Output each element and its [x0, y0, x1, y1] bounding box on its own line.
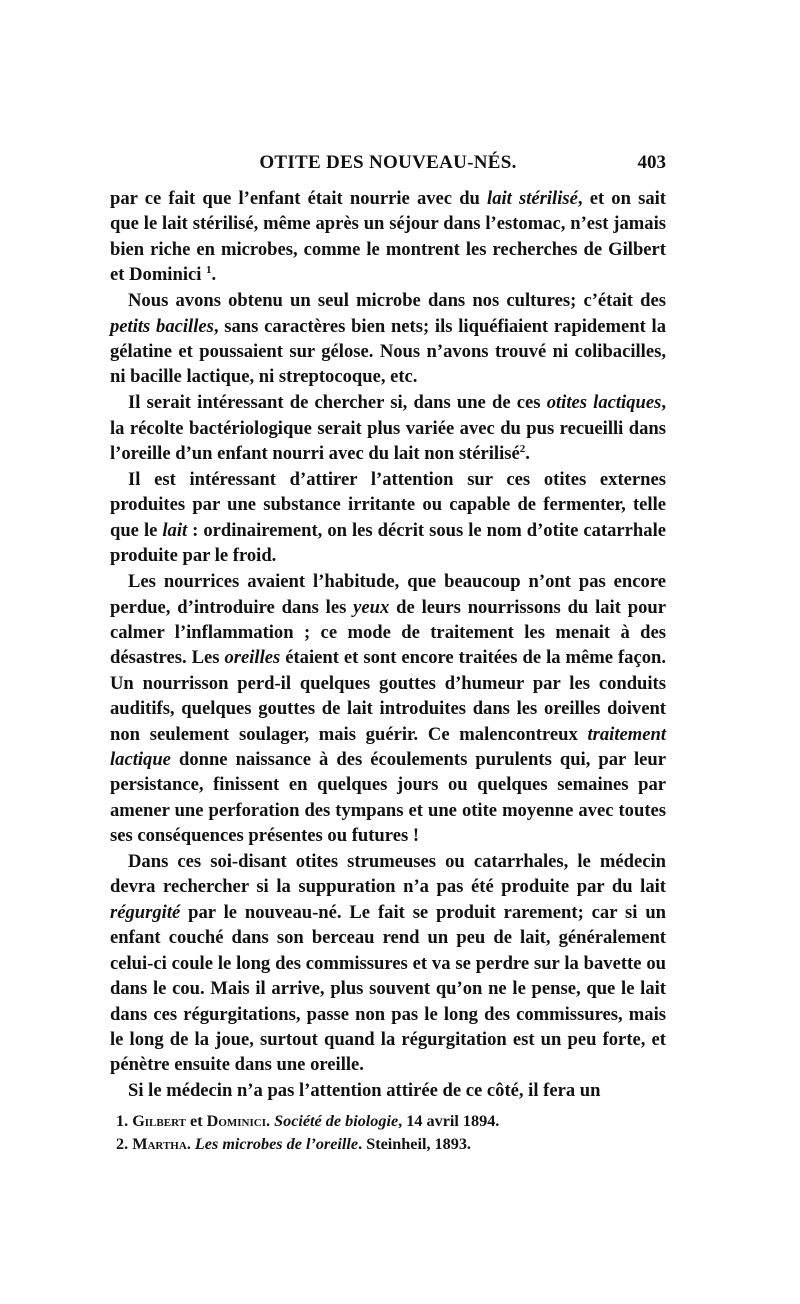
paragraph-3 — [110, 390, 666, 466]
text-run: , la récolte bactériologique serait plus variée avec du pus recueilli dans l’oreille d’un enfant nourri avec du lait non stérilisé — [110, 392, 666, 465]
footnote-title: Société de biologie — [274, 1112, 399, 1130]
italic-run: lait — [162, 519, 188, 541]
italic-run: otites lactiques — [546, 392, 662, 414]
footnote-2 — [110, 1133, 666, 1156]
running-head — [110, 152, 666, 178]
text-run: Les nourrices avaient l’habitude, que beaucoup n’ont pas encore perdue, d’introduire dans les — [110, 571, 666, 618]
paragraph-1 — [110, 186, 666, 288]
italic-run: traitement lactique — [110, 723, 666, 770]
paragraph-4 — [110, 467, 666, 569]
text-run: de leurs nourrissons du lait pour calmer l’inflammation ; ce mode de traitement les menait à des désastres. Les — [110, 596, 667, 669]
italic-run: régurgité — [110, 901, 181, 923]
footnote-ref-2: 2 — [519, 442, 526, 455]
text-run: . — [186, 1135, 195, 1153]
footnote-author: Martha — [132, 1135, 187, 1153]
footnote-number: 1. — [116, 1112, 129, 1130]
text-run: Nous avons obtenu un seul microbe dans nos cultures; c’était des — [128, 290, 666, 312]
italic-run: lait stérilisé — [487, 188, 578, 209]
text-run: et — [185, 1112, 207, 1130]
footnote-ref-1: 1 — [206, 264, 212, 277]
running-title: OTITE DES NOUVEAU-NÉS. — [259, 152, 517, 173]
italic-run: yeux — [353, 596, 390, 618]
text-run: donne naissance à des écoulements purulents qui, par leur persistance, finissent en quelques jours ou quelques semaines par amener une perforation des tympans et une otite moyenne avec toutes ses conséquences présentes ou futures ! — [110, 748, 666, 847]
text-run: . — [266, 1112, 275, 1130]
footnotes — [110, 1110, 666, 1156]
italic-run: petits bacilles — [110, 315, 214, 337]
text-run: . — [211, 264, 217, 286]
paragraph-2 — [110, 288, 666, 390]
text-run: Il serait intéressant de chercher si, dans une de ces — [128, 392, 547, 414]
paragraph-5 — [110, 569, 666, 848]
text-run: . — [525, 443, 530, 465]
text-run: , sans caractères bien nets; ils liquéfiaient rapidement la gélatine et poussaient sur gélose. Nous n’avons trouvé ni colibacilles, ni bacille lactique, ni streptocoque, etc. — [110, 315, 666, 388]
page-number: 403 — [637, 152, 666, 173]
text-run: étaient et sont encore traitées de la même façon. Un nourrisson perd-il quelques gouttes d’humeur par les conduits auditifs, quelques gouttes de lait introduites dans les oreilles doivent non seulement soulager, mais guérir. Ce malencontreux — [110, 647, 667, 745]
text-run: par ce fait que l’enfant était nourrie avec du — [110, 188, 488, 209]
italic-run: oreilles — [224, 647, 281, 669]
paragraph-7: Si le médecin n’a pas l’attention attirée de ce côté, il fera un — [128, 1080, 601, 1102]
footnote-author: Gilbert — [132, 1112, 186, 1130]
text-run: , 14 avril 1894. — [398, 1112, 500, 1130]
paragraph-6 — [110, 849, 666, 1078]
text-run: : ordinairement, on les décrit sous le nom d’otite catarrhale produite par le froid. — [110, 519, 666, 567]
footnote-number: 2. — [116, 1135, 129, 1153]
text-run: , et on sait que le lait stérilisé, même après un séjour dans l’estomac, n’est jamais bien riche en microbes, comme le montrent les recherches de Gilbert et Dominici — [110, 188, 666, 286]
footnote-1 — [110, 1110, 666, 1133]
text-run: Il est intéressant d’attirer l’attention sur ces otites externes produites par une substance irritante ou capable de fermenter, telle que le — [110, 468, 666, 541]
body-text — [110, 186, 666, 1104]
footnote-title: Les microbes de l’oreille — [194, 1135, 359, 1153]
text-run: par le nouveau-né. Le fait se produit rarement; car si un enfant couché dans son berceau rend un peu de lait, généralement celui-ci coule le long des commissures et va se perdre sur la bavette ou dans le cou. Mais il arrive, plus souvent qu’on ne le pense, que le lait dans ces régurgitations, passe non pas le long des commissures, mais le long de la joue, surtout quand la régurgitation est un peu forte, et pénètre ensuite dans une oreille. — [110, 901, 666, 1076]
text-run: Dans ces soi-disant otites strumeuses ou catarrhales, le médecin devra rechercher si la suppuration n’a pas été produite par du lait — [110, 851, 666, 898]
text-run: . Steinheil, 1893. — [358, 1135, 471, 1153]
footnote-author: Dominici — [206, 1112, 266, 1130]
